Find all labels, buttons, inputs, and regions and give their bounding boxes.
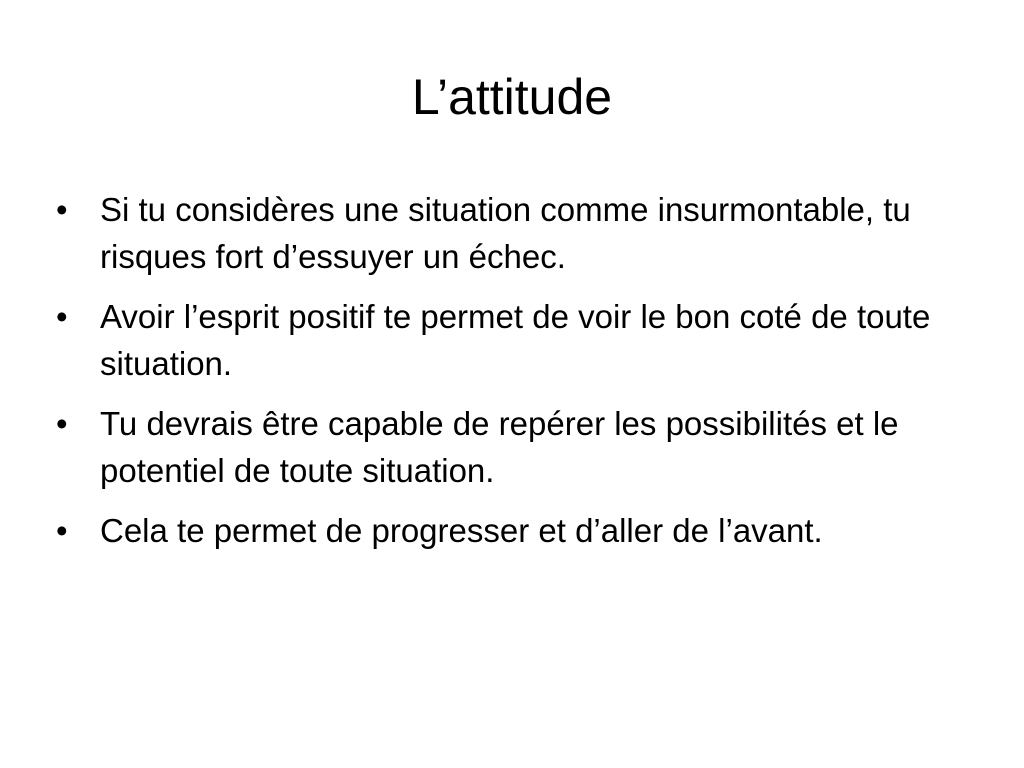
bullet-text: Si tu considères une situation comme insurmontable, tu risques fort d’essuyer un échec. (100, 191, 911, 275)
bullet-item-1 (56, 186, 956, 280)
bullet-item-4 (56, 507, 956, 554)
bullet-dot-icon: • (56, 512, 68, 549)
slide-title: L’attitude (411, 69, 613, 125)
bullet-list (56, 186, 956, 567)
bullet-text: Avoir l’esprit positif te permet de voir le bon coté de toute situation. (100, 298, 931, 382)
bullet-item-2 (56, 293, 956, 387)
bullet-item-3 (56, 400, 956, 494)
bullet-text: Cela te permet de progresser et d’aller de l’avant. (100, 512, 823, 549)
bullet-dot-icon: • (56, 191, 68, 228)
bullet-dot-icon: • (56, 298, 68, 335)
bullet-dot-icon: • (56, 405, 68, 442)
bullet-text: Tu devrais être capable de repérer les possibilités et le potentiel de toute situation. (100, 405, 899, 489)
